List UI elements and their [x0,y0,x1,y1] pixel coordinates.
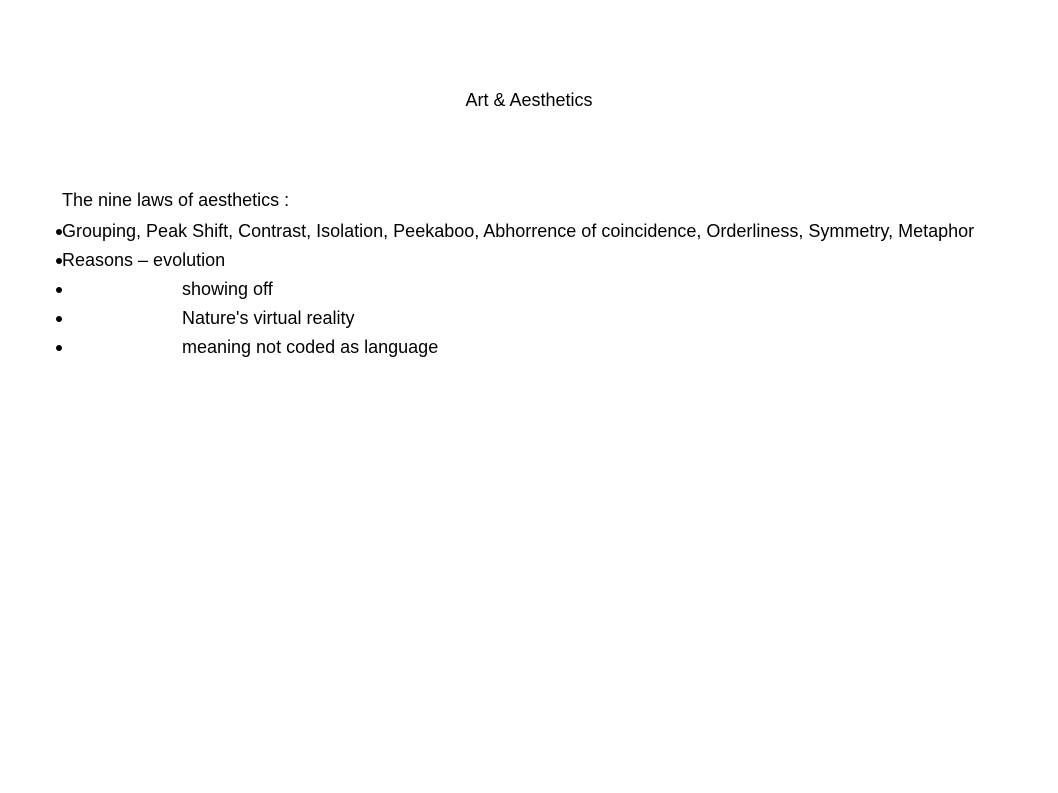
bullet-item [0,304,1058,333]
bullet-text: Nature's virtual reality [182,308,355,328]
bullet-item [0,246,1058,275]
bullet-dot-icon [56,287,62,293]
bullet-item [0,217,1058,246]
slide-title: Art & Aesthetics [465,90,593,110]
section-heading: The nine laws of aesthetics : [62,190,290,210]
bullet-list [0,217,1058,362]
bullet-item [0,333,1058,362]
bullet-dot-icon [56,316,62,322]
bullet-dot-icon [56,345,62,351]
bullet-text: meaning not coded as language [182,337,439,357]
bullet-text: Reasons – evolution [62,250,226,270]
bullet-text: showing off [182,279,273,299]
bullet-item [0,275,1058,304]
bullet-text: Grouping, Peak Shift, Contrast, Isolation, Peekaboo, Abhorrence of coincidence, Orderliness, Symmetry, Metaphor [62,221,975,241]
